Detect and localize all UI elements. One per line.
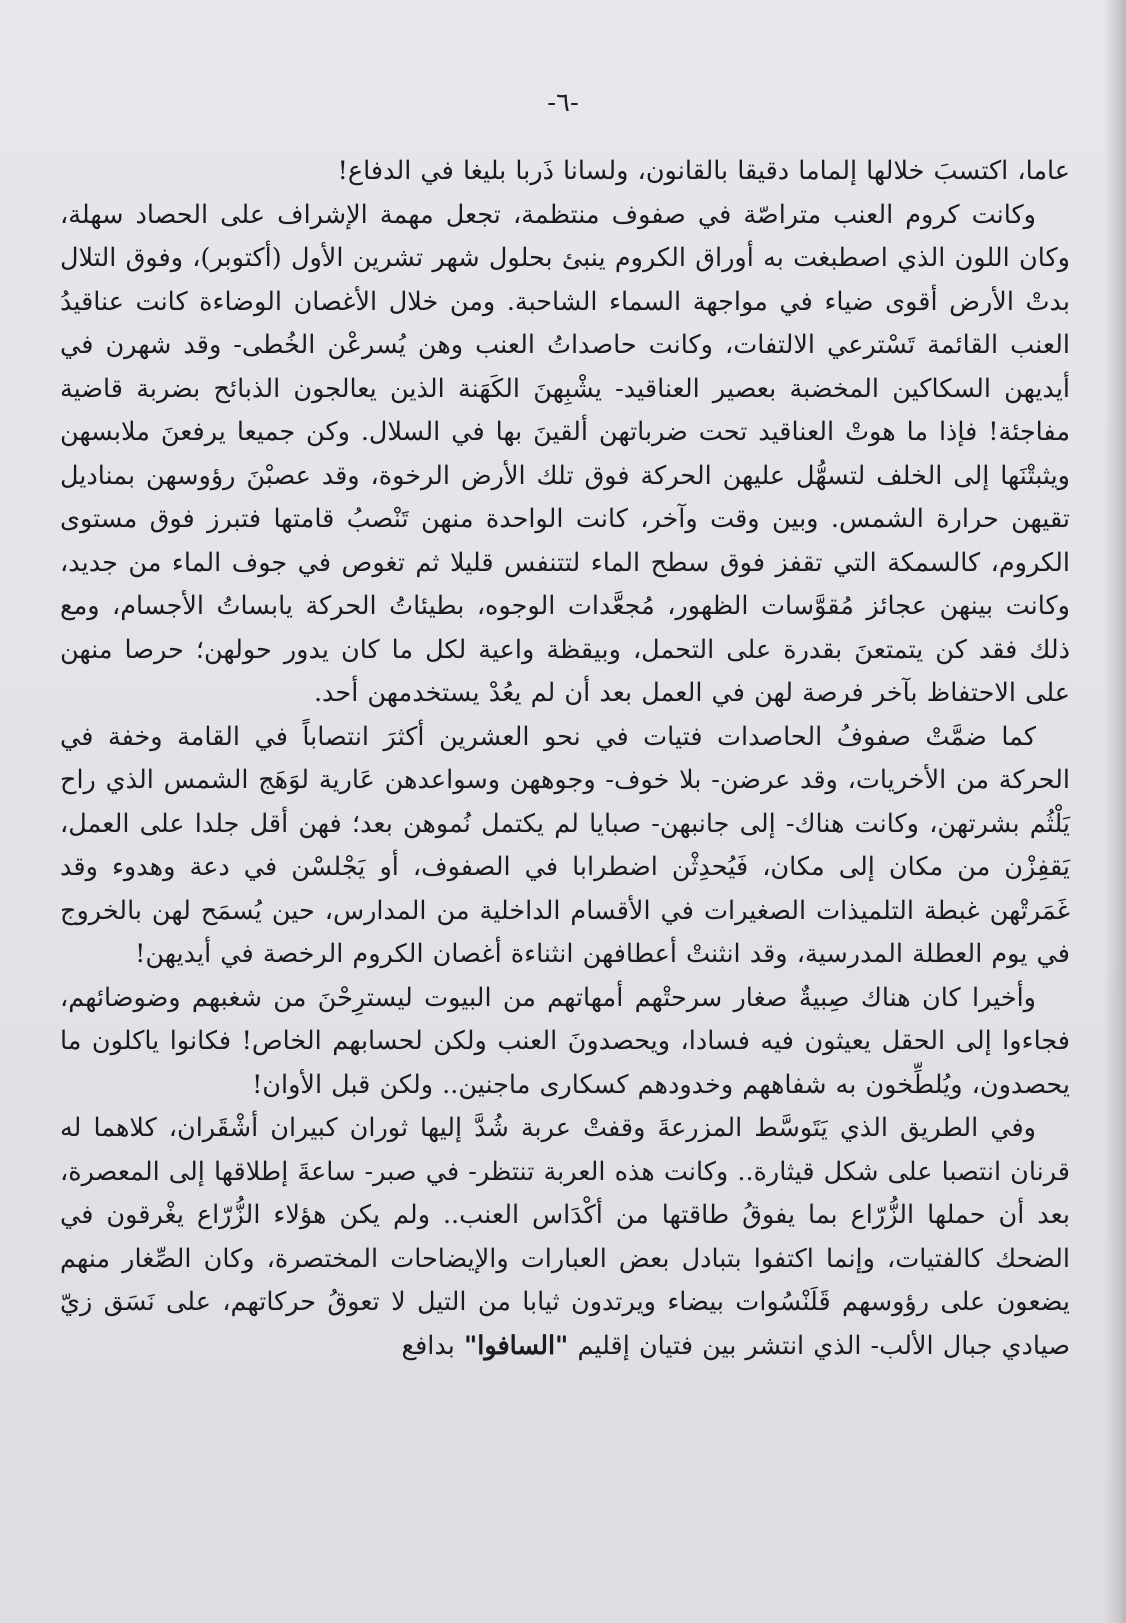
paragraph-5-trailing: بدافع — [401, 1330, 455, 1361]
paragraph-5 — [60, 1107, 1070, 1368]
body-text — [60, 150, 1070, 1368]
paragraph-4: وأخيرا كان هناك صِبيةٌ صغار سرحتْهم أمهاتهم من البيوت ليسترِحْنَ من شغبهم وضوضائهم، فجاءوا إلى الحقل يعيثون فيه فسادا، ويحصدونَ العنب ولكن لحسابهم الخاص! فكانوا ياكلون ما يحصدون، ويُلطِّخون به شفاههم وخدودهم كسكارى ماجنين.. ولكن قبل الأوان! — [60, 982, 1070, 1100]
paragraph-5-emphasis: "السافوا" — [463, 1330, 569, 1361]
paragraph-3: كما ضمَّتْ صفوفُ الحاصدات فتيات في نحو العشرين أكثرَ انتصاباً في القامة وخفة في الحركة من الأخريات، وقد عرضن- بلا خوف- وجوههن وسواعدهن عَارية لوَهَج الشمس الذي راح يَلْثُم بشرتهن، وكانت هناك- إلى جانبهن- صبايا لم يكتمل نُموهن بعد؛ فهن أقل جلدا على العمل، يَقفِزْن من مكان إلى مكان، فَيُحدِثْن اضطرابا في الصفوف، أو يَجْلسْن في دعة وهدوء وقد غَمَرتْهن غبطة التلميذات الصغيرات في الأقسام الداخلية من المدارس، حين يُسمَح لهن بالخروج في يوم العطلة المدرسية، وقد انثنتْ أعطافهن انثناءة أغصان الكروم الرخصة في أيديهن! — [60, 721, 1070, 969]
page-number: -٦- — [547, 88, 579, 118]
page-edge-shadow — [1104, 0, 1126, 1623]
paragraph-1: عاما، اكتسبَ خلالها إلماما دقيقا بالقانون، ولسانا ذَربا بليغا في الدفاع! — [337, 156, 1070, 186]
paragraph-5-text: وفي الطريق الذي يَتَوسَّط المزرعةَ وقفتْ عربة شُدَّ إليها ثوران كبيران أشْقَران، كلاهما له قرنان انتصبا على شكل قيثارة.. وكانت هذه العربة تنتظر- في صبر- ساعةَ إطلاقها إلى المعصرة، بعد أن حملها الزُّرّاع بما يفوقُ طاقتها من أكْدَاس العنب.. ولم يكن هؤلاء الزُّرّاع يغْرقون في الضحك كالفتيات، وإنما اكتفوا بتبادل بعض العبارات والإيضاحات المختصرة، وكان الصِّغار منهم يضعون على رؤوسهم قَلَنْسُوات بيضاء ويرتدون ثيابا من التيل لا تعوقُ حركاتهم، على نَسَق زيّ صيادي جبال الألب- الذي انتشر بين فتيان إقليم — [60, 1113, 1070, 1361]
paragraph-2: وكانت كروم العنب متراصّة في صفوف منتظمة، تجعل مهمة الإشراف على الحصاد سهلة، وكان اللون الذي اصطبغت به أوراق الكروم ينبئ بحلول شهر تشرين الأول (أكتوبر)، وفوق التلال بدتْ الأرض أقوى ضياء في مواجهة السماء الشاحبة. ومن خلال الأغصان الوضاءة كانت عناقيدُ العنب القائمة تَسْترعي الالتفات، وكانت حاصداتُ العنب وهن يُسرعْن الخُطى- وقد شهرن في أيديهن السكاكين المخضبة بعصير العناقيد- يشْبِهنَ الكَهَنة الذين يعالجون الذبائح بضربة قاضية مفاجئة! فإذا ما هوتْ العناقيد تحت ضرباتهن ألقينَ بها في السلال. وكن جميعا يرفعنَ ملابسهن ويثبتْنَها إلى الخلف لتسهُّل عليهن الحركة فوق تلك الأرض الرخوة، وقد عصبْنَ رؤوسهن بمناديل تقيهن حرارة الشمس. وبين وقت وآخر، كانت الواحدة منهن تَنْصبُ قامتها فتبرز فوق مستوى الكروم، كالسمكة التي تقفز فوق سطح الماء لتتنفس قليلا ثم تغوص في جوف الماء من جديد، وكانت بينهن عجائز مُقوَّسات الظهور، مُجعَّدات الوجوه، بطيئاتُ الحركة يابساتُ الأجسام، ومع ذلك فقد كن يتمتعنَ بقدرة على التحمل، وبيقظة واعية لكل ما كان يدور حولهن؛ حرصا منهن على الاحتفاظ بآخر فرصة لهن في العمل بعد أن لم يعُدْ يستخدمهن أحد. — [60, 199, 1070, 708]
